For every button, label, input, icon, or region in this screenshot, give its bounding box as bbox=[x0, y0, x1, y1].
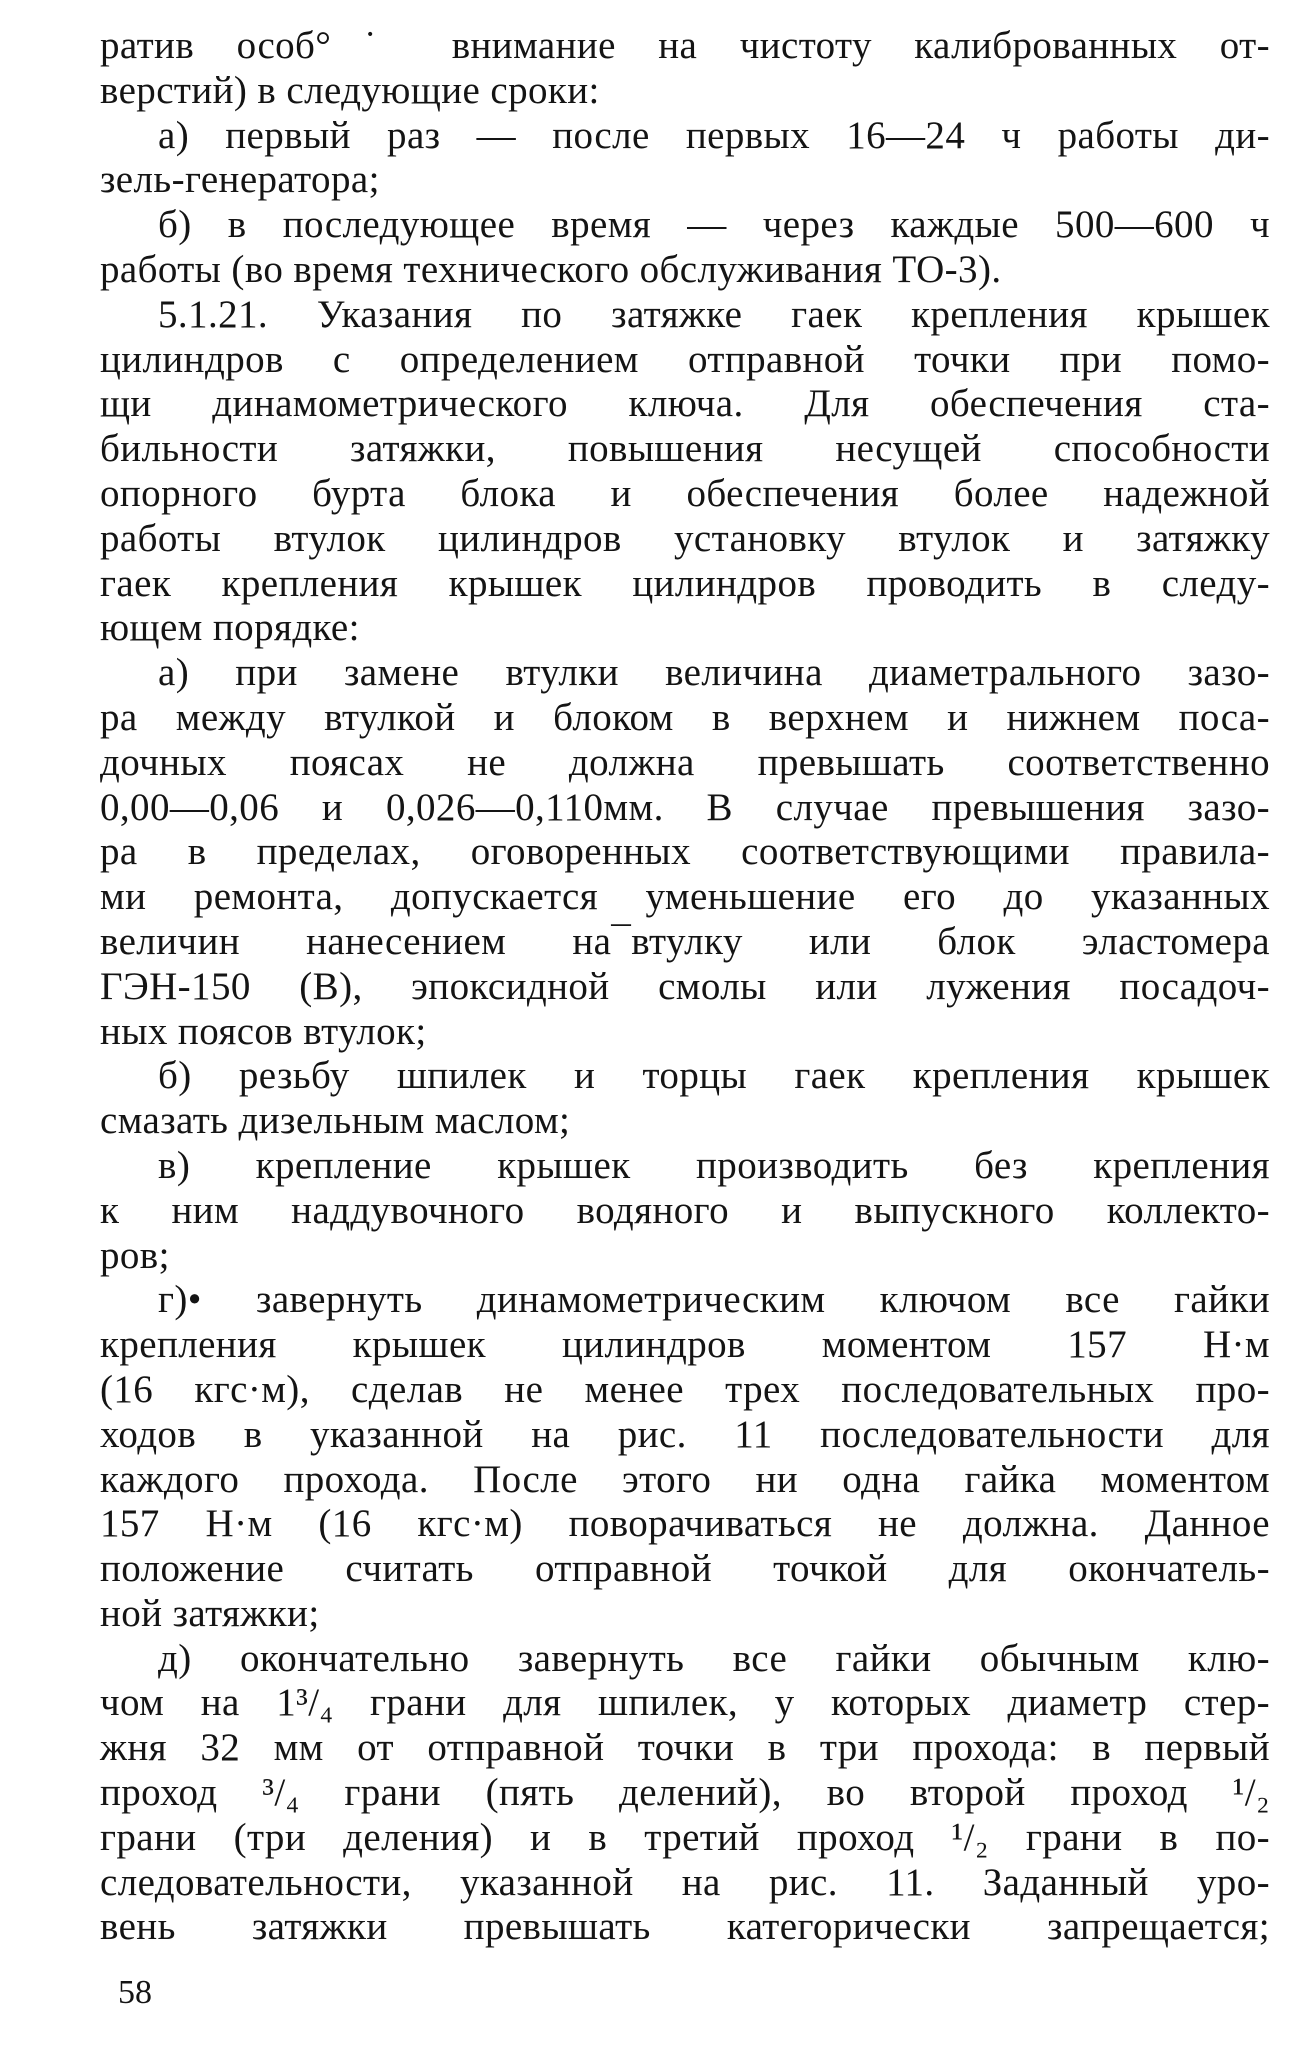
text-line: (16 кгс·м), сделав не менее трех последовательных про- bbox=[100, 1367, 1270, 1411]
text-line: каждого прохода. После этого ни одна гайка моментом bbox=[100, 1457, 1270, 1501]
text-line: опорного бурта блока и обеспечения более надежной bbox=[100, 471, 1270, 515]
text-line: ров; bbox=[100, 1233, 170, 1277]
text-line: 5.1.21. Указания по затяжке гаек крепления крышек bbox=[158, 292, 1270, 336]
text-line: работы (во время технического обслуживания ТО-3). bbox=[100, 247, 1002, 291]
text-line: дочных поясах не должна превышать соответственно bbox=[100, 740, 1270, 784]
text-line: г)• завернуть динамометрическим ключом все гайки bbox=[158, 1278, 1270, 1322]
text-line: к ним наддувочного водяного и выпускного коллекто- bbox=[100, 1188, 1270, 1232]
text-line: бильности затяжки, повышения несущей способности bbox=[100, 427, 1270, 471]
text-line: цилиндров с определением отправной точки при помо- bbox=[100, 337, 1270, 381]
text-line: 0,00—0,06 и 0,026—0,110мм. В случае превышения зазо- bbox=[100, 785, 1270, 829]
text-line: жня 32 мм от отправной точки в три прохода: в первый bbox=[100, 1726, 1270, 1770]
text-line: ра в пределах, оговоренных соответствующими правила- bbox=[100, 830, 1270, 874]
text-line: а) при замене втулки величина диаметрального зазо- bbox=[158, 651, 1270, 695]
text-line: чом на 1³/₄ грани для шпилек, у которых диаметр стер- bbox=[100, 1681, 1270, 1725]
text-line: б) в последующее время — через каждые 500—600 ч bbox=[158, 203, 1270, 247]
text-line: ной затяжки; bbox=[100, 1591, 320, 1635]
text-line: щи динамометрического ключа. Для обеспечения ста- bbox=[100, 382, 1270, 426]
page-number: 58 bbox=[118, 1974, 152, 2011]
text-line: 157 Н·м (16 кгс·м) поворачиваться не должна. Данное bbox=[100, 1502, 1270, 1546]
text-line: ющем порядке: bbox=[100, 606, 360, 650]
text-line: зель-генератора; bbox=[100, 158, 380, 202]
text-line: д) окончательно завернуть все гайки обычным клю- bbox=[158, 1636, 1270, 1680]
text-line: положение считать отправной точкой для окончатель- bbox=[100, 1547, 1270, 1591]
text-line: верстий) в следующие сроки: bbox=[100, 68, 600, 112]
text-line: крепления крышек цилиндров моментом 157 Н·м bbox=[100, 1323, 1270, 1367]
text-line: ратив особ°˙ внимание на чистоту калиброванных от- bbox=[100, 24, 1270, 67]
text-line: работы втулок цилиндров установку втулок и затяжку bbox=[100, 516, 1270, 560]
text-line: следовательности, указанной на рис. 11. Заданный уро- bbox=[100, 1860, 1270, 1904]
text-line: грани (три деления) и в третий проход ¹/₂ грани в по- bbox=[100, 1815, 1270, 1859]
text-line: смазать дизельным маслом; bbox=[100, 1099, 571, 1143]
text-line: вень затяжки превышать категорически запрещается; bbox=[100, 1905, 1270, 1949]
text-line: б) резьбу шпилек и торцы гаек крепления крышек bbox=[158, 1054, 1270, 1098]
text-line: а) первый раз — после первых 16—24 ч работы ди- bbox=[158, 113, 1270, 157]
text-line: проход ³/₄ грани (пять делений), во второй проход ¹/₂ bbox=[100, 1771, 1270, 1815]
text-line: величин нанесением на¯втулку или блок эластомера bbox=[100, 919, 1270, 963]
text-line: ра между втулкой и блоком в верхнем и нижнем поса- bbox=[100, 695, 1270, 739]
text-line: гаек крепления крышек цилиндров проводить в следу- bbox=[100, 561, 1270, 605]
text-line: ми ремонта, допускается уменьшение его до указанных bbox=[100, 875, 1270, 919]
text-line: ходов в указанной на рис. 11 последовательности для bbox=[100, 1412, 1270, 1456]
body-text bbox=[100, 24, 1270, 1950]
text-line: ных поясов втулок; bbox=[100, 1009, 427, 1053]
text-line: в) крепление крышек производить без крепления bbox=[158, 1143, 1270, 1187]
text-line: ГЭН-150 (В), эпоксидной смолы или лужения посадоч- bbox=[100, 964, 1270, 1008]
